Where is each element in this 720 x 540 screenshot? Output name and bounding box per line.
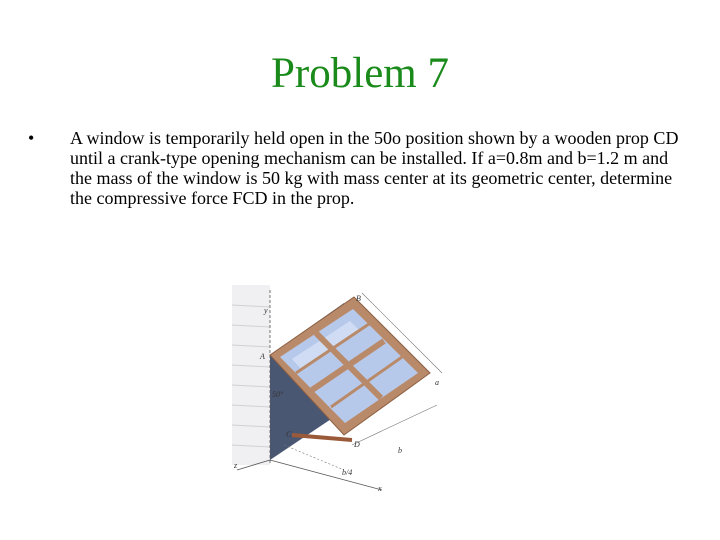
label-b-dim: b xyxy=(398,446,402,455)
window-diagram xyxy=(232,285,452,497)
prop-cd xyxy=(292,435,352,440)
problem-text: A window is temporarily held open in the 50o position shown by a wooden prop CD until a crank-type opening mechanism can be installed. If a=0.8m and b=1.2 m and the mass of the window is 50 kg with mass center at its geometric center, determine the compressive force FCD in the prop. xyxy=(70,128,679,208)
label-z: z xyxy=(234,461,238,470)
problem-statement xyxy=(28,128,688,208)
label-b-quarter: b/4 xyxy=(342,468,353,477)
label-b-point: B xyxy=(356,294,361,303)
bullet-icon: • xyxy=(28,128,35,148)
label-angle: 50° xyxy=(272,390,284,399)
label-d-point: D xyxy=(354,440,360,449)
window-illustration xyxy=(232,285,452,497)
label-x: x xyxy=(378,484,382,493)
label-y: y xyxy=(264,306,268,315)
label-a-dim: a xyxy=(435,378,439,387)
label-a-point: A xyxy=(260,352,265,361)
label-c-point: C xyxy=(286,430,292,439)
slide-title: Problem 7 xyxy=(271,50,449,97)
